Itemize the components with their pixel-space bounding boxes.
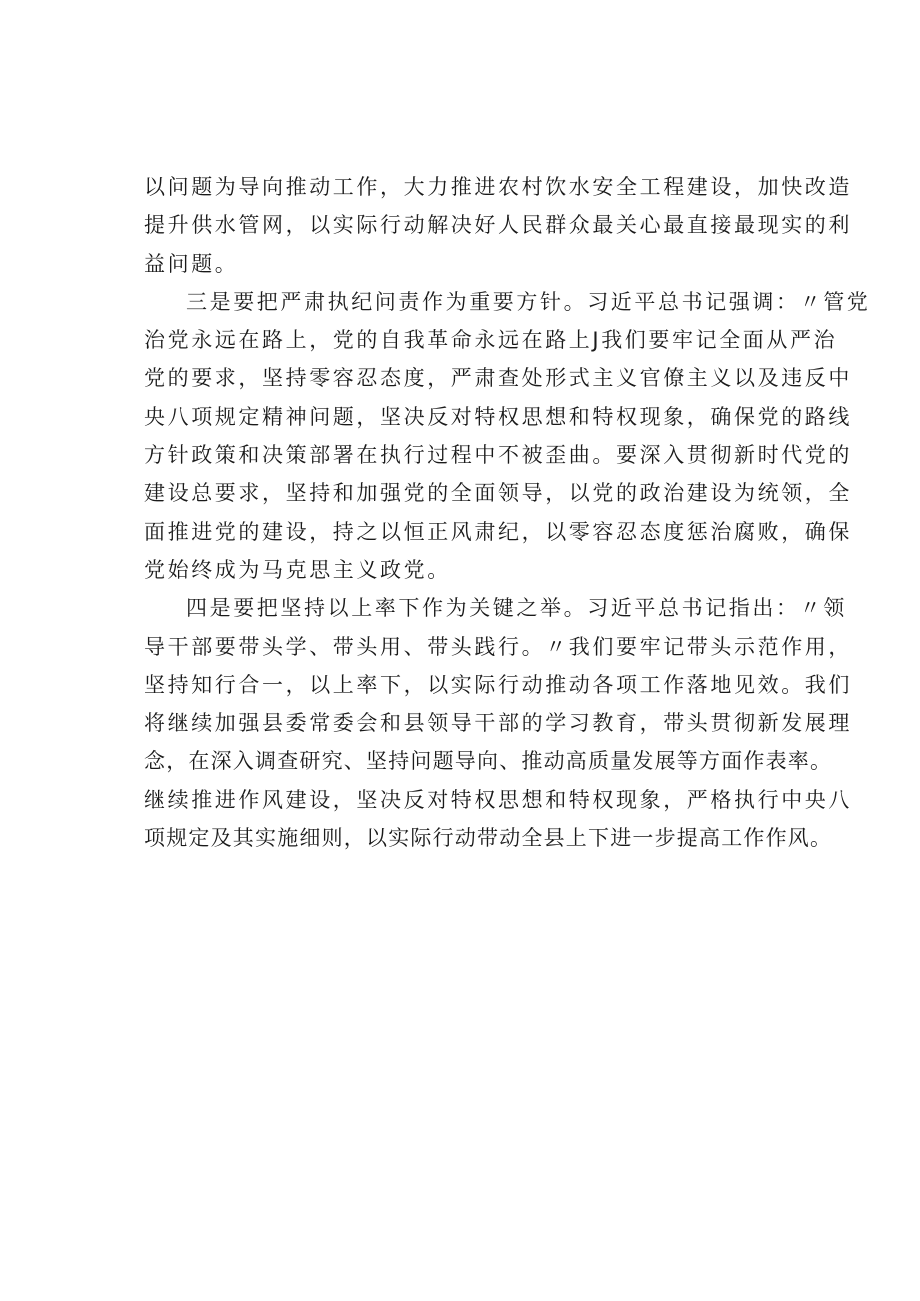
text-line: 继续推进作风建设，坚决反对特权思想和特权现象，严格执行中央八 (144, 787, 852, 812)
text-line: 面推进党的建设，持之以恒正风肃纪，以零容忍态度惩治腐败，确保 (144, 519, 852, 544)
text-line: 导干部要带头学、带头用、带头践行。〃我们要牢记带头示范作用， (144, 634, 852, 659)
text-line: 将继续加强县委常委会和县领导干部的学习教育，带头贯彻新发展理 (144, 711, 852, 736)
text-line: 党始终成为马克思主义政党。 (144, 557, 451, 582)
text-line: 治党永远在路上，党的自我革命永远在路上J我们要牢记全面从严治 (144, 328, 838, 353)
text-line: 方针政策和决策部署在执行过程中不被歪曲。要深入贯彻新时代党的 (144, 443, 852, 468)
text-line: 央八项规定精神问题，坚决反对特权思想和特权现象，确保党的路线 (144, 404, 852, 429)
text-line: 坚持知行合一，以上率下，以实际行动推动各项工作落地见效。我们 (144, 672, 852, 697)
text-line: 念，在深入调查研究、坚持问题导向、推动高质量发展等方面作表率。 (144, 749, 833, 774)
text-line: 以问题为导向推动工作，大力推进农村饮水安全工程建设，加快改造 (144, 175, 852, 199)
paragraph-4-first-line: 四是要把坚持以上率下作为关键之举。习近平总书记指出：〃领 (186, 596, 847, 621)
text-line: 提升供水管网，以实际行动解决好人民群众最关心最直接最现实的利 (144, 213, 852, 238)
body-text (144, 168, 871, 857)
text-line: 项规定及其实施细则，以实际行动带动全县上下进一步提高工作作风。 (144, 826, 833, 851)
text-line: 益问题。 (144, 251, 239, 276)
text-line: 建设总要求，坚持和加强党的全面领导，以党的政治建设为统领，全 (144, 481, 852, 506)
paragraph-3-first-line: 三是要把严肃执纪问责作为重要方针。习近平总书记强调：〃管党 (186, 289, 871, 314)
text-line: 党的要求，坚持零容忍态度，严肃查处形式主义官僚主义以及违反中 (144, 366, 852, 391)
